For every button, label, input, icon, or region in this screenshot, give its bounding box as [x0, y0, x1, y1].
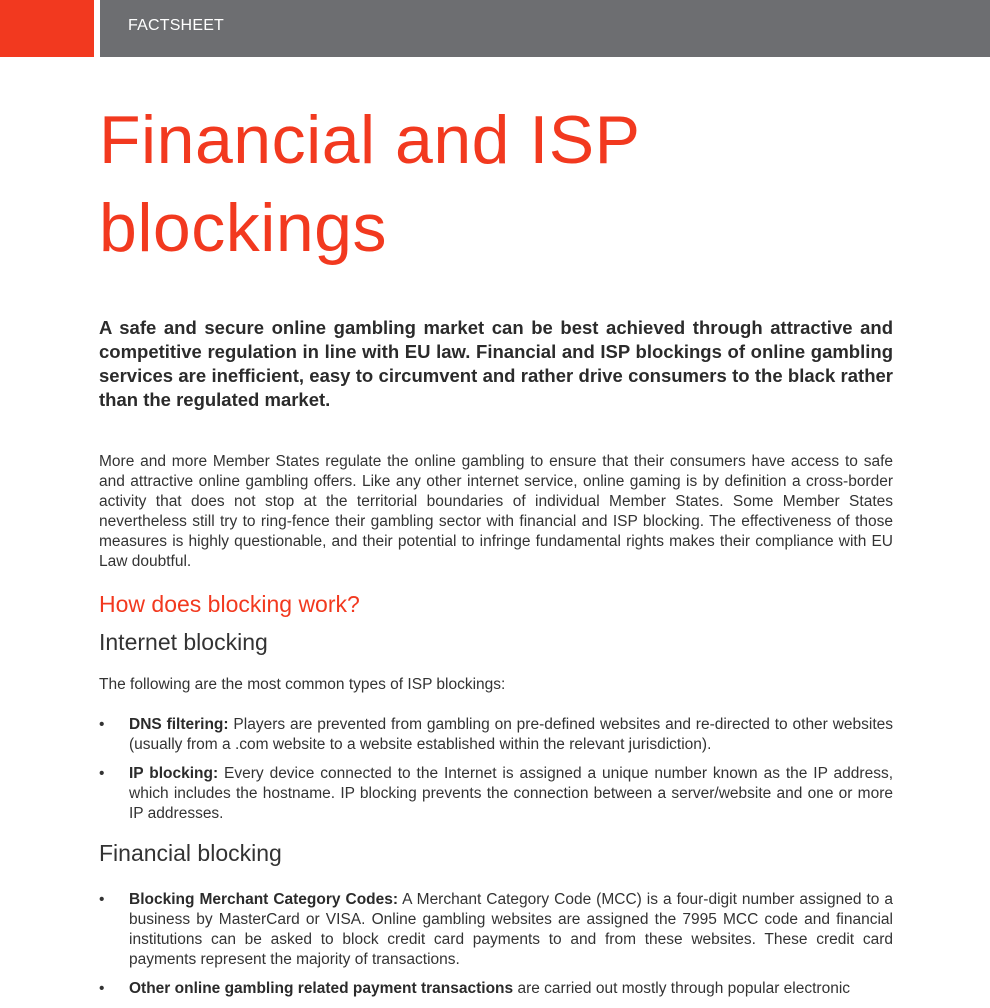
list-item — [99, 979, 893, 999]
intro-paragraph: More and more Member States regulate the online gambling to ensure that their consumers have access to safe and attractive online gambling offers. Like any other internet service, online gaming is by definition a cross-border activity that does not stop at the territorial boundaries of individual Member States. Some Member States nevertheless still try to ring-fence their gambling sector with financial and ISP blocking. The effectiveness of those measures is highly questionable, and their potential to infringe fundamental rights makes their compliance with EU Law doubtful. — [99, 453, 893, 570]
header-bar — [100, 0, 990, 57]
list-item-term: IP blocking: — [129, 765, 219, 782]
list-item-text: A Merchant Category Code (MCC) is a four-digit number assigned to a business by MasterCard or VISA. Online gambling websites are assigned the 7995 MCC code and financial institutions can be asked to block credit card payments to and from these websites. These credit card payments represent the majority of transactions. — [129, 891, 893, 968]
lead-paragraph: A safe and secure online gambling market can be best achieved through attractive and competitive regulation in line with EU law. Financial and ISP blockings of online gambling services are inefficient, easy to circumvent and rather drive consumers to the black rather than the regulated market. — [99, 317, 893, 410]
bullet-icon: • — [99, 891, 105, 908]
internet-blocking-intro: The following are the most common types of ISP blockings: — [99, 676, 506, 693]
list-item-term: Blocking Merchant Category Codes: — [129, 891, 399, 908]
list-item — [99, 715, 893, 755]
list-item — [99, 890, 893, 970]
financial-blocking-heading: Financial blocking — [99, 840, 282, 866]
list-item-term: Other online gambling related payment transactions — [129, 980, 514, 997]
list-item — [99, 764, 893, 824]
internet-blocking-heading: Internet blocking — [99, 629, 268, 655]
bullet-icon: • — [99, 765, 105, 782]
section-heading: How does blocking work? — [99, 591, 360, 617]
header-accent-block — [0, 0, 94, 57]
bullet-icon: • — [99, 716, 105, 733]
internet-blocking-list — [99, 715, 893, 824]
bullet-icon: • — [99, 980, 105, 997]
list-item-text: Players are prevented from gambling on pre-defined websites and re-directed to other websites (usually from a .com website to a website established within the relevant jurisdiction). — [129, 716, 893, 753]
list-item-term: DNS filtering: — [129, 716, 229, 733]
list-item-text: Every device connected to the Internet is assigned a unique number known as the IP address, which includes the hostname. IP blocking prevents the connection between a server/website and one or more IP addresses. — [129, 765, 894, 822]
document-body — [99, 96, 893, 1008]
list-item-text: are carried out mostly through popular electronic — [513, 980, 851, 997]
financial-blocking-list — [99, 890, 893, 999]
page-title: Financial and ISP blockings — [99, 102, 640, 266]
header-label: FACTSHEET — [128, 17, 225, 34]
